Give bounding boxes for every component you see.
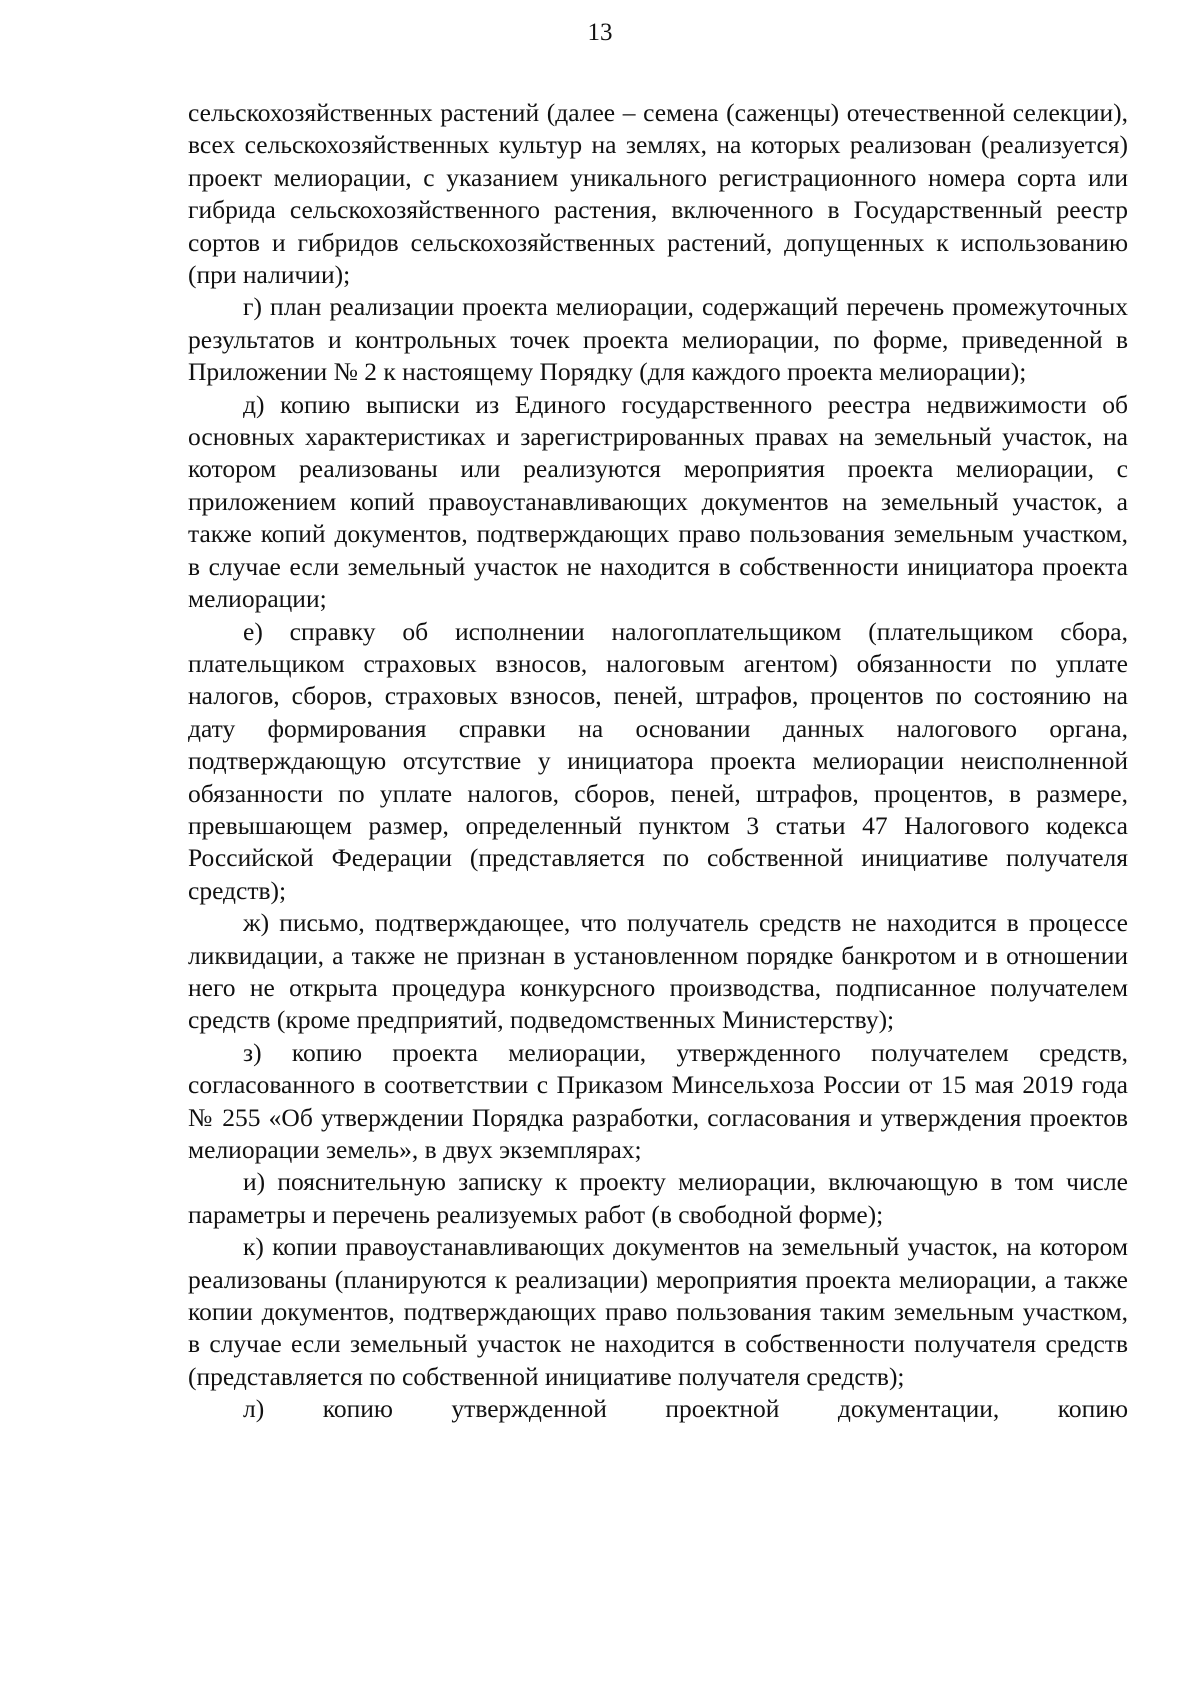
paragraph-continuation: сельскохозяйственных растений (далее – семена (саженцы) отечественной селекции), всех сельскохозяйственных культур на землях, на которых реализован (реализуется) проект мелиорации, с указанием уникального регистрационного номера сорта или гибрида сельскохозяйственного растения, включенного в Государственный реестр сортов и гибридов сельскохозяйственных растений, допущенных к использованию (при наличии); — [188, 98, 1128, 290]
paragraph-item-zh: ж) письмо, подтверждающее, что получатель средств не находится в процессе ликвидации, а также не признан в установленном порядке банкротом и в отношении него не открыта процедура конкурсного производства, подписанное получателем средств (кроме предприятий, подведомственных Министерству); — [188, 908, 1128, 1035]
paragraph-item-d: д) копию выписки из Единого государственного реестра недвижимости об основных характеристиках и зарегистрированных правах на земельный участок, на котором реализованы или реализуются мероприятия проекта мелиорации, с приложением копий правоустанавливающих документов на земельный участок, а также копий документов, подтверждающих право пользования земельным участком, в случае если земельный участок не находится в собственности инициатора проекта мелиорации; — [188, 389, 1128, 614]
paragraph-item-e: е) справку об исполнении налогоплательщиком (плательщиком сбора, плательщиком страховых взносов, налоговым агентом) обязанности по уплате налогов, сборов, страховых взносов, пеней, штрафов, процентов по состоянию на дату формирования справки на основании данных налогового органа, подтверждающую отсутствие у инициатора проекта мелиорации неисполненной обязанности по уплате налогов, сборов, пеней, штрафов, процентов, в размере, превышающем размер, определенный пунктом 3 статьи 47 Налогового кодекса Российской Федерации (представляется по собственной инициативе получателя средств); — [188, 616, 1128, 905]
paragraph-item-i: и) пояснительную записку к проекту мелиорации, включающую в том числе параметры и перечень реализуемых работ (в свободной форме); — [188, 1167, 1128, 1229]
page-number: 13 — [587, 19, 613, 46]
paragraph-item-k: к) копии правоустанавливающих документов на земельный участок, на котором реализованы (планируются к реализации) мероприятия проекта мелиорации, а также копии документов, подтверждающих право пользования таким земельным участком, в случае если земельный участок не находится в собственности получателя средств (представляется по собственной инициативе получателя средств); — [188, 1232, 1128, 1391]
paragraph-item-l: л) копию утвержденной проектной документации, копию — [243, 1394, 1128, 1424]
document-body — [188, 97, 1128, 1426]
paragraph-item-z: з) копию проекта мелиорации, утвержденного получателем средств, согласованного в соответствии с Приказом Минсельхоза России от 15 мая 2019 года № 255 «Об утверждении Порядка разработки, согласования и утверждения проектов мелиорации земель», в двух экземплярах; — [188, 1037, 1128, 1164]
paragraph-item-g: г) план реализации проекта мелиорации, содержащий перечень промежуточных результатов и контрольных точек проекта мелиорации, по форме, приведенной в Приложении № 2 к настоящему Порядку (для каждого проекта мелиорации); — [188, 292, 1128, 387]
